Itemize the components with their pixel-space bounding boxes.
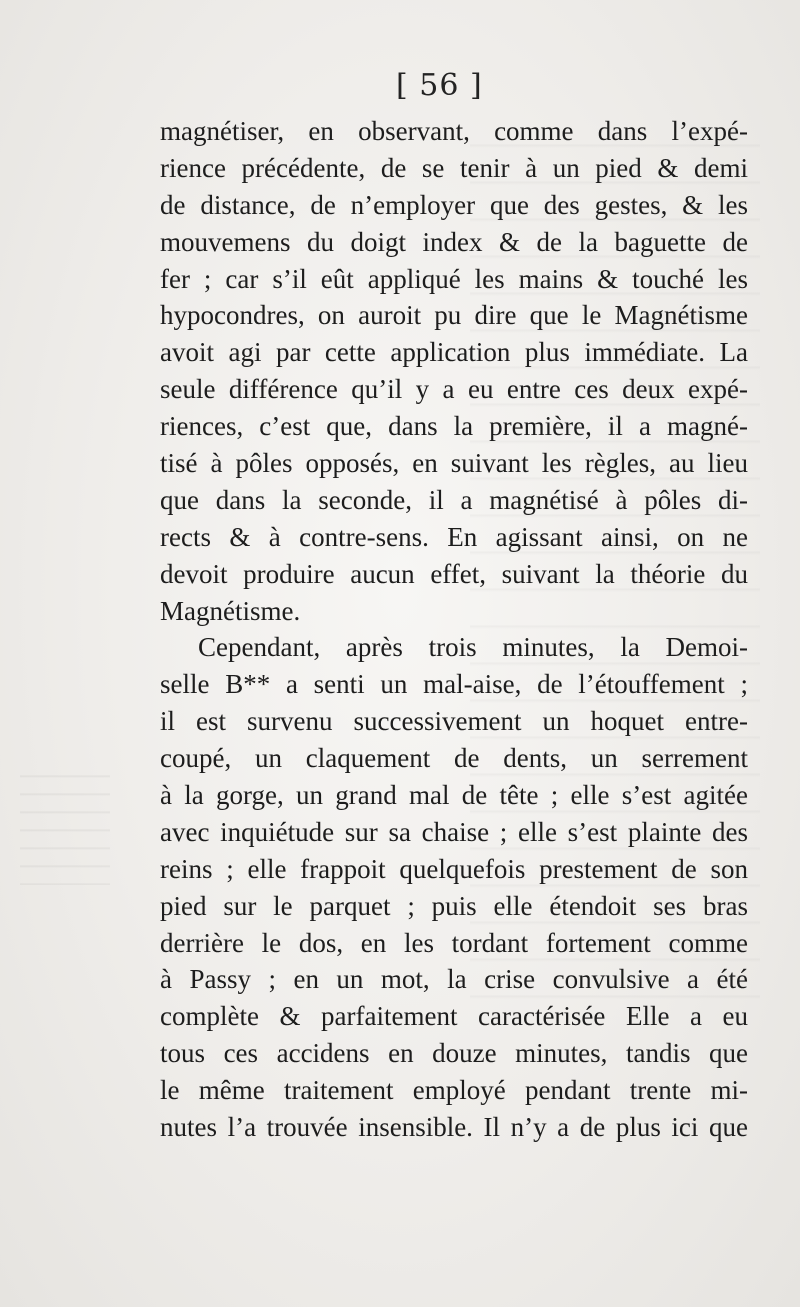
text-line: derrière le dos, en les tordant fortement comme (160, 927, 748, 958)
margin-smudge (20, 765, 110, 885)
text-line: avec inquiétude sur sa chaise ; elle s’est plainte des (160, 816, 748, 847)
text-line: coupé, un claquement de dents, un serrement (160, 743, 748, 774)
text-line: il est survenu successivement un hoquet entre- (160, 706, 748, 737)
text-line: de distance, de n’employer que des gestes, & les (160, 189, 748, 220)
text-line: à Passy ; en un mot, la crise convulsive a été (160, 964, 748, 995)
text-line: nutes l’a trouvée insensible. Il n’y a de plus ici que (160, 1112, 748, 1143)
page-number: [ 56 ] (396, 68, 483, 103)
text-line: devoit produire aucun effet, suivant la théorie du (160, 558, 748, 589)
text-line: rects & à contre-sens. En agissant ainsi, on ne (160, 521, 748, 552)
text-line: Magnétisme. (160, 595, 301, 626)
text-line: seule différence qu’il y a eu entre ces deux expé- (160, 374, 748, 405)
text-line: que dans la seconde, il a magnétisé à pôles di- (160, 484, 748, 515)
text-line: le même traitement employé pendant trente mi- (160, 1075, 748, 1106)
text-line: mouvemens du doigt index & de la baguette de (160, 226, 748, 257)
text-line: hypocondres, on auroit pu dire que le Magnétisme (160, 300, 748, 331)
paragraph-2 (160, 629, 748, 1145)
text-line: riences, c’est que, dans la première, il a magné- (160, 411, 748, 442)
text-line: tisé à pôles opposés, en suivant les règles, au lieu (160, 448, 748, 479)
text-line: magnétiser, en observant, comme dans l’expé- (160, 116, 748, 146)
text-line: reins ; elle frappoit quelquefois prestement de son (160, 853, 748, 884)
text-line: complète & parfaitement caractérisée Elle a eu (160, 1001, 748, 1032)
text-line: Cependant, après trois minutes, la Demoi- (198, 632, 748, 663)
text-line: rience précédente, de se tenir à un pied & demi (160, 152, 748, 183)
body-text (160, 113, 748, 1146)
text-line: fer ; car s’il eût appliqué les mains & touché les (160, 263, 748, 294)
text-line: tous ces accidens en douze minutes, tandis que (160, 1038, 748, 1069)
paragraph-1 (160, 113, 748, 629)
text-line: avoit agi par cette application plus immédiate. La (160, 337, 748, 368)
text-line: selle B** a senti un mal-aise, de l’étouffement ; (160, 669, 748, 700)
text-line: à la gorge, un grand mal de tête ; elle s’est agitée (160, 780, 748, 811)
text-line: pied sur le parquet ; puis elle étendoit ses bras (160, 890, 748, 921)
